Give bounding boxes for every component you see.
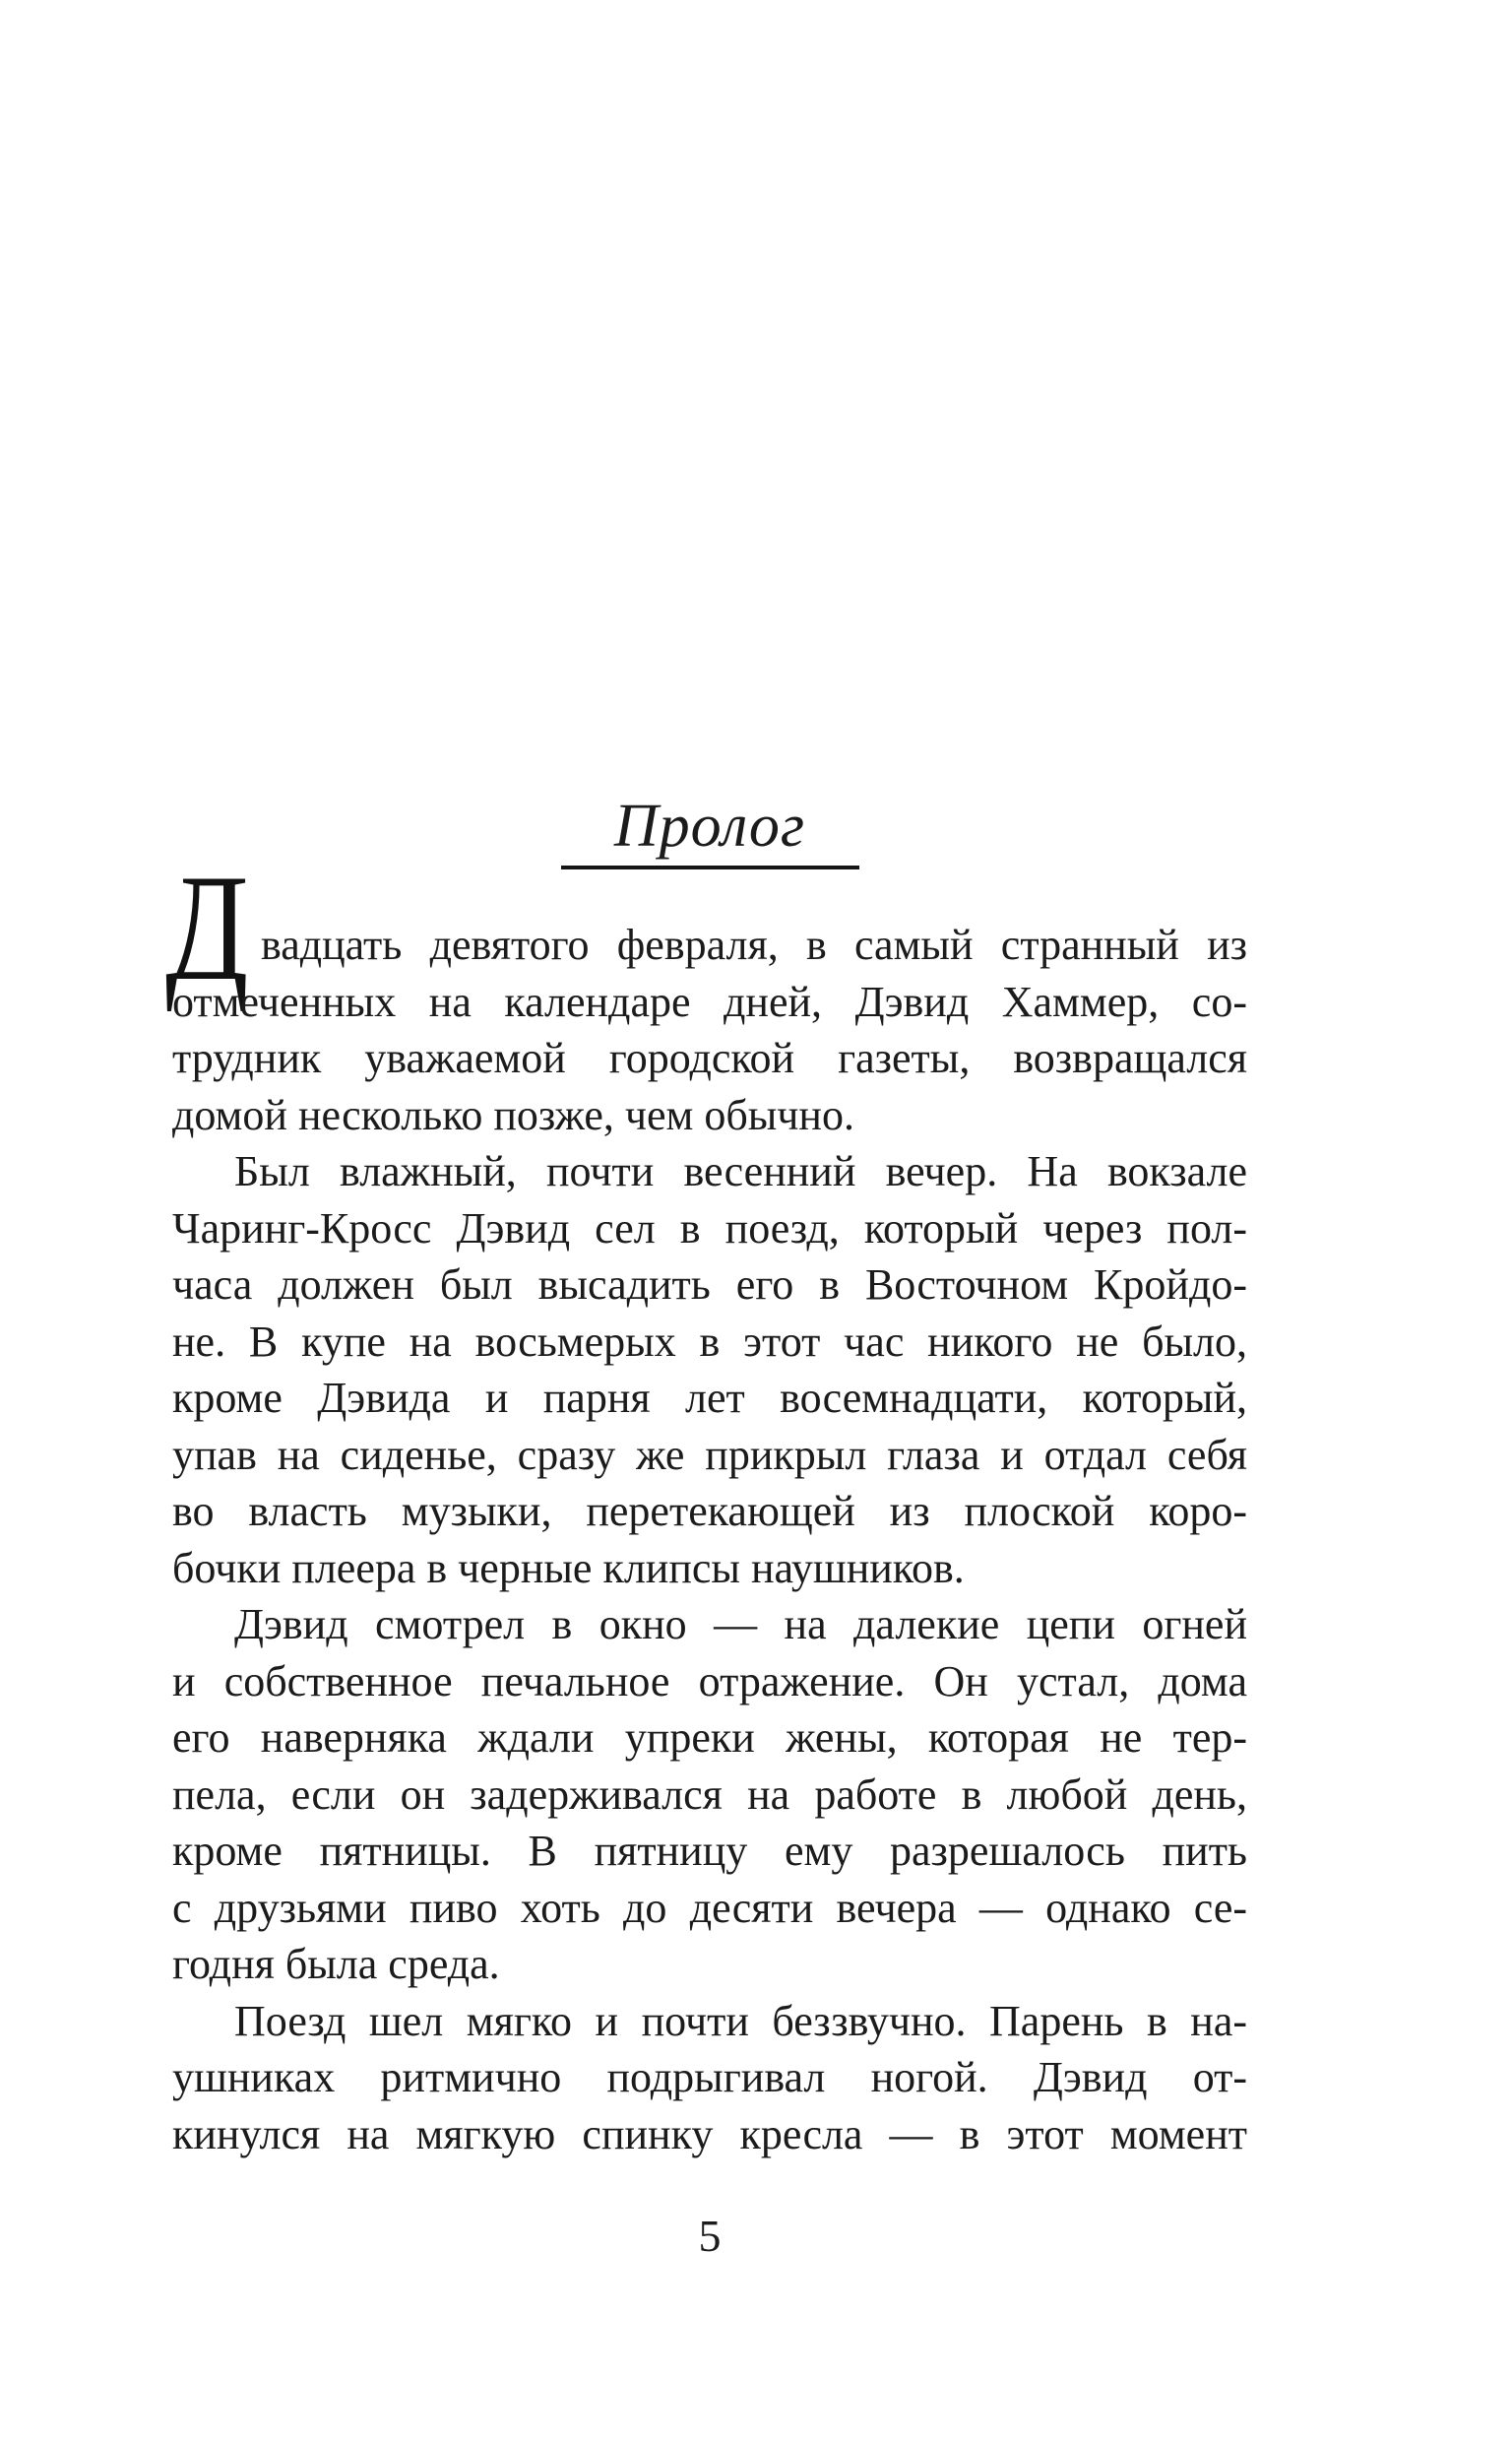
text-line: с друзьями пиво хоть до десяти вечера — однако се-: [172, 1883, 1247, 1932]
text-line: бочки плеера в черные клипсы наушников.: [172, 1543, 965, 1592]
text-line: трудник уважаемой городской газеты, возвращался: [172, 1034, 1247, 1082]
text-line: кроме Дэвида и парня лет восемнадцати, который,: [172, 1374, 1247, 1422]
title-underline-rule: [561, 866, 859, 869]
body-text-block: [172, 917, 1247, 2162]
text-line: Был влажный, почти весенний вечер. На вокзале: [234, 1147, 1247, 1195]
text-line: во власть музыки, перетекающей из плоской коро-: [172, 1487, 1247, 1535]
text-line: упав на сиденье, сразу же прикрыл глаза и отдал себя: [172, 1430, 1247, 1479]
text-line: и собственное печальное отражение. Он устал, дома: [172, 1656, 1247, 1705]
text-line: не. В купе на восьмерых в этот час никого не было,: [172, 1317, 1247, 1366]
drop-cap-letter: Д: [165, 843, 249, 1012]
text-line: часа должен был высадить его в Восточном Кройдо-: [172, 1260, 1247, 1309]
text-line: кинулся на мягкую спинку кресла — в этот момент: [172, 2109, 1247, 2158]
text-line: годня была среда.: [172, 1940, 500, 1988]
text-line: Поезд шел мягко и почти беззвучно. Парень в на-: [234, 1996, 1247, 2045]
text-line: Чаринг-Кросс Дэвид сел в поезд, который через пол-: [172, 1203, 1247, 1253]
text-line: его наверняка ждали упреки жены, которая не тер-: [172, 1713, 1247, 1762]
text-line: пела, если он задерживался на работе в любой день,: [172, 1769, 1247, 1819]
text-line: Дэвид смотрел в окно — на далекие цепи огней: [234, 1600, 1247, 1648]
text-line: кроме пятницы. В пятницу ему разрешалось пить: [172, 1827, 1247, 1875]
text-line: отмеченных на календаре дней, Дэвид Хаммер, со-: [172, 977, 1247, 1026]
chapter-title: Пролог: [613, 793, 806, 860]
page-number: 5: [698, 2211, 722, 2261]
text-line: домой несколько позже, чем обычно.: [172, 1090, 854, 1139]
text-line: ушниках ритмично подрыгивал ногой. Дэвид от-: [172, 2053, 1247, 2101]
text-line: вадцать девятого февраля, в самый странный из: [261, 921, 1247, 969]
